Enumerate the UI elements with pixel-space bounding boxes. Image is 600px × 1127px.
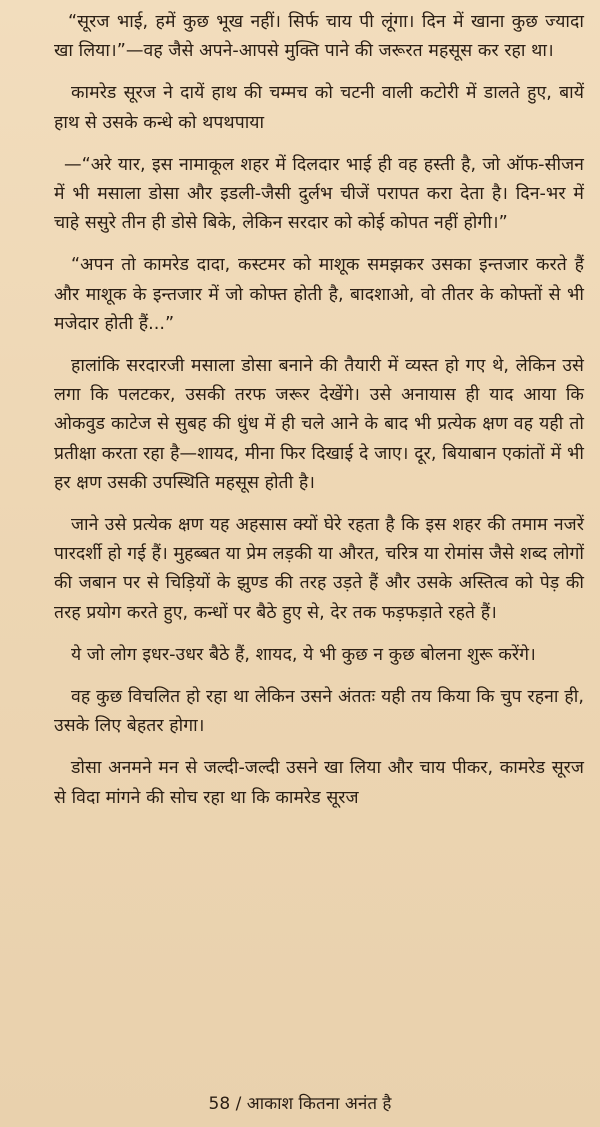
paragraph-2: कामरेड सूरज ने दायें हाथ की चम्मच को चटनी वाली कटोरी में डालते हुए, बायें हाथ से उसके कन्धे को थपथपाया xyxy=(54,83,584,133)
book-title: आकाश कितना अनंत है xyxy=(246,1094,392,1114)
footer-separator: / xyxy=(230,1094,247,1114)
paragraph-3: —“अरे यार, इस नामाकूल शहर में दिलदार भाई ही वह हस्ती है, जो ऑफ-सीजन में भी मसाला डोसा और इडली-जैसी दुर्लभ चीजें परापत करा देता है। दिन-भर में चाहे ससुरे तीन ही डोसे बिके, लेकिन सरदार को कोई कोपत नहीं होगी।” xyxy=(54,154,584,234)
paragraph-9: डोसा अनमने मन से जल्दी-जल्दी उसने खा लिया और चाय पीकर, कामरेड सूरज से विदा मांगने की सोच रहा था कि कामरेड सूरज xyxy=(54,758,584,808)
paragraph-6: जाने उसे प्रत्येक क्षण यह अहसास क्यों घेरे रहता है कि इस शहर की तमाम नजरें पारदर्शी हो गई हैं। मुहब्बत या प्रेम लड़की या औरत, चरित्र या रोमांस जैसे शब्द लोगों की जबान पर से चिड़ियों के झुण्ड की तरह उड़ते हैं और उसके अस्तित्व को पेड़ की तरह प्रयोग करते हुए, कन्धों पर बैठे हुए से, देर तक फड़फड़ाते रहते हैं। xyxy=(54,515,584,623)
page-footer xyxy=(0,1092,600,1116)
paragraph-1: “सूरज भाई, हमें कुछ भूख नहीं। सिर्फ चाय पी लूंगा। दिन में खाना कुछ ज्यादा खा लिया।”—वह जैसे अपने-आपसे मुक्ति पाने की जरूरत महसूस कर रहा था। xyxy=(54,12,584,62)
book-page xyxy=(54,8,584,1108)
page-number: 58 xyxy=(208,1094,231,1114)
paragraph-8: वह कुछ विचलित हो रहा था लेकिन उसने अंततः यही तय किया कि चुप रहना ही, उसके लिए बेहतर होगा। xyxy=(54,687,584,737)
paragraph-5: हालांकि सरदारजी मसाला डोसा बनाने की तैयारी में व्यस्त हो गए थे, लेकिन उसे लगा कि पलटकर, उसकी तरफ जरूर देखेंगे। उसे अनायास ही याद आया कि ओकवुड काटेज से सुबह की धुंध में ही चले आने के बाद भी प्रत्येक क्षण वह यही तो प्रतीक्षा करता रहा है—शायद, मीना फिर दिखाई दे जाए। दूर, बियाबान एकांतों में भी हर क्षण उसकी उपस्थिति महसूस होती है। xyxy=(54,356,584,493)
paragraph-7: ये जो लोग इधर-उधर बैठे हैं, शायद, ये भी कुछ न कुछ बोलना शुरू करेंगे। xyxy=(71,644,536,665)
paragraph-4: “अपन तो कामरेड दादा, कस्टमर को माशूक समझकर उसका इन्तजार करते हैं और माशूक के इन्तजार में जो कोफ्त होती है, बादशाओ, वो तीतर के कोफ्तों से भी मजेदार होती हैं...” xyxy=(54,255,584,334)
